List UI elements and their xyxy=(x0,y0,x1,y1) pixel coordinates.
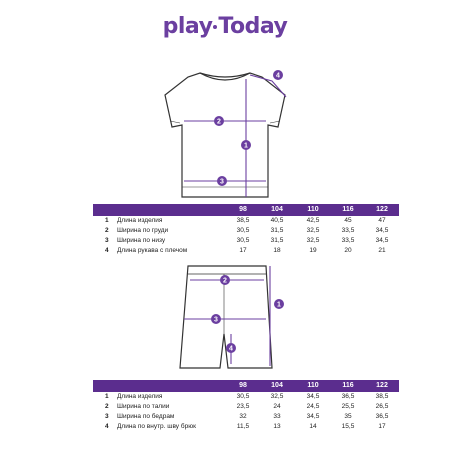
row-value: 47 xyxy=(378,217,386,224)
row-value: 19 xyxy=(309,247,317,254)
top-size-table xyxy=(93,216,399,256)
size-col: 116 xyxy=(342,382,354,389)
size-col: 104 xyxy=(271,382,283,389)
row-value: 38,5 xyxy=(375,393,389,400)
row-value: 30,5 xyxy=(236,227,250,234)
row-value: 17 xyxy=(378,423,386,430)
shorts-markers xyxy=(211,275,284,353)
row-value: 24,5 xyxy=(306,403,320,410)
row-value: 32,5 xyxy=(306,237,320,244)
brand-part-play: play xyxy=(162,14,213,39)
marker-1-label: 1 xyxy=(244,142,248,150)
size-col: 122 xyxy=(376,382,388,389)
row-value: 34,5 xyxy=(306,413,320,420)
row-value: 13 xyxy=(273,423,281,430)
row-value: 34,5 xyxy=(375,237,389,244)
row-number: 1 xyxy=(105,393,109,400)
shorts-diagram xyxy=(0,258,450,378)
row-label: Длина изделия xyxy=(117,217,163,224)
row-value: 31,5 xyxy=(270,227,284,234)
marker-4-label: 4 xyxy=(276,72,280,80)
row-label: Длина по внутр. шву брюк xyxy=(117,423,196,430)
table-row xyxy=(93,226,399,236)
brand-logo xyxy=(0,14,450,39)
bottom-size-table xyxy=(93,392,399,432)
table-row xyxy=(93,412,399,422)
row-value: 34,5 xyxy=(375,227,389,234)
row-value: 35 xyxy=(344,413,352,420)
row-value: 33,5 xyxy=(341,237,355,244)
table-row xyxy=(93,392,399,402)
size-col: 110 xyxy=(307,382,319,389)
row-label: Ширина по бедрам xyxy=(117,413,175,420)
marker-2-label: 2 xyxy=(217,118,221,126)
row-value: 30,5 xyxy=(236,393,250,400)
row-value: 36,5 xyxy=(375,413,389,420)
row-value: 24 xyxy=(273,403,281,410)
row-value: 42,5 xyxy=(306,217,320,224)
size-col: 104 xyxy=(271,206,283,213)
row-number: 4 xyxy=(105,247,109,254)
row-value: 23,5 xyxy=(236,403,250,410)
logo-dot-icon xyxy=(213,25,217,29)
row-value: 34,5 xyxy=(306,393,320,400)
table-row xyxy=(93,422,399,432)
row-value: 18 xyxy=(273,247,281,254)
row-value: 30,5 xyxy=(236,237,250,244)
size-col: 98 xyxy=(239,382,247,389)
row-value: 33,5 xyxy=(341,227,355,234)
row-value: 32,5 xyxy=(306,227,320,234)
top-size-header xyxy=(93,204,399,216)
brand-part-today: Today xyxy=(218,14,288,39)
row-value: 38,5 xyxy=(236,217,250,224)
row-value: 40,5 xyxy=(270,217,284,224)
marker-3-label: 3 xyxy=(214,316,218,324)
size-col: 116 xyxy=(342,206,354,213)
row-label: Длина изделия xyxy=(117,393,163,400)
table-row xyxy=(93,246,399,256)
table-row xyxy=(93,216,399,226)
row-number: 3 xyxy=(105,237,109,244)
row-value: 15,5 xyxy=(341,423,355,430)
row-value: 32 xyxy=(239,413,247,420)
size-col: 110 xyxy=(307,206,319,213)
row-value: 26,5 xyxy=(375,403,389,410)
row-value: 17 xyxy=(239,247,247,254)
size-col: 122 xyxy=(376,206,388,213)
row-number: 1 xyxy=(105,217,109,224)
row-number: 4 xyxy=(105,423,109,430)
tshirt-markers xyxy=(214,70,283,186)
tshirt-measure-lines xyxy=(184,72,286,197)
marker-2-label: 2 xyxy=(223,277,227,285)
bottom-size-header xyxy=(93,380,399,392)
row-label: Ширина по талии xyxy=(117,403,170,410)
row-number: 2 xyxy=(105,227,109,234)
row-label: Ширина по груди xyxy=(117,227,169,234)
row-value: 36,5 xyxy=(341,393,355,400)
row-value: 11,5 xyxy=(236,423,250,430)
row-value: 20 xyxy=(344,247,352,254)
table-row xyxy=(93,402,399,412)
row-label: Ширина по низу xyxy=(117,237,166,244)
table-row xyxy=(93,236,399,246)
row-number: 3 xyxy=(105,413,109,420)
row-value: 25,5 xyxy=(341,403,355,410)
row-value: 21 xyxy=(378,247,386,254)
row-value: 45 xyxy=(344,217,352,224)
row-number: 2 xyxy=(105,403,109,410)
size-col: 98 xyxy=(239,206,247,213)
marker-3-label: 3 xyxy=(220,178,224,186)
row-value: 31,5 xyxy=(270,237,284,244)
row-value: 33 xyxy=(273,413,281,420)
marker-1-label: 1 xyxy=(277,301,281,309)
row-value: 14 xyxy=(309,423,317,430)
row-label: Длина рукава с плечом xyxy=(117,247,188,254)
row-value: 32,5 xyxy=(270,393,284,400)
marker-4-label: 4 xyxy=(229,345,233,353)
